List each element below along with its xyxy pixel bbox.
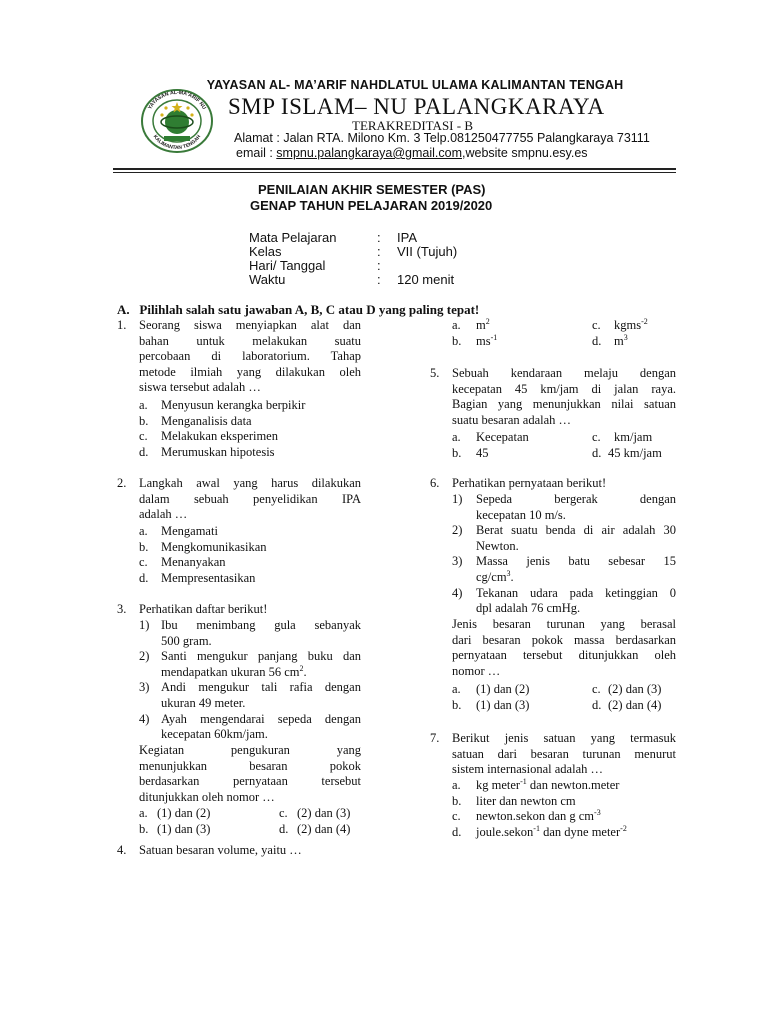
q1-option-c[interactable]: c. Melakukan eksperimen (139, 429, 278, 444)
q2-option-c[interactable]: c. Menanyakan (139, 555, 226, 570)
q7-option-b[interactable]: b. liter dan newton cm (452, 793, 576, 808)
exam-year: GENAP TAHUN PELAJARAN 2019/2020 (250, 198, 493, 213)
q3-item-1: 1) Ibu menimbang gula sebanyak 500 gram. (139, 618, 361, 648)
info-row-duration: Waktu : 120 menit (249, 272, 455, 287)
q4-options (452, 318, 682, 350)
q6-item-2: 2) Berat suatu benda di air adalah 30 Newton. (452, 523, 676, 553)
q7-option-c[interactable]: c. newton.sekon dan g $cm^{-3}$ (452, 808, 601, 824)
q7-option-d[interactable]: d. joule.sekon$^{-1}$ dan dyne meter$^{-2}$ (452, 823, 627, 839)
q3-option-a[interactable]: a. (1) dan (2) (139, 806, 211, 820)
q6-option-d[interactable]: d. (2) dan (4) (592, 698, 662, 712)
q2-option-b[interactable]: b. Mengkomunikasikan (139, 539, 267, 554)
q6-option-b[interactable]: b. (1) dan (3) (452, 698, 530, 712)
q4-option-c[interactable]: c. kgms$^{-2}$ (592, 316, 648, 332)
q1-option-a[interactable]: a. Menyusun kerangka berpikir (139, 398, 306, 412)
q6-item-4: 4) Tekanan udara pada ketinggian 0 dpl adalah 76 cmHg. (452, 585, 676, 616)
header-divider-thin (113, 172, 676, 173)
q5-option-c[interactable]: c. km/jam (592, 430, 653, 444)
foundation-name: YAYASAN AL- MA’ARIF NAHDLATUL ULAMA KALIMANTAN TENGAH (206, 78, 624, 92)
q6-item-1: 1) Sepeda bergerak dengan kecepatan 10 m/s. (452, 492, 676, 522)
school-name: SMP ISLAM– NU PALANGKARAYA (228, 94, 605, 119)
q5-option-b[interactable]: b. 45 (452, 446, 489, 460)
q2-option-d[interactable]: d. Mempresentasikan (139, 570, 256, 585)
q5-option-a[interactable]: a. Kecepatan (452, 430, 529, 444)
q1-option-d[interactable]: d. Merumuskan hipotesis (139, 444, 275, 459)
q3-option-b[interactable]: b. (1) dan (3) (139, 822, 211, 836)
accreditation: TERAKREDITASI - B (352, 118, 474, 133)
q4-option-a[interactable]: a. $m^2$ (452, 316, 490, 332)
exam-info-table (249, 231, 457, 287)
q3-item-4: 4) Ayah mengendarai sepeda dengan kecepatan 60km/jam. (139, 711, 361, 742)
q6-option-a[interactable]: a. (1) dan (2) (452, 682, 530, 696)
q6-option-c[interactable]: c. (2) dan (3) (592, 682, 662, 696)
q3-option-d[interactable]: d. (2) dan (4) (279, 822, 351, 836)
q4-option-b[interactable]: b. $ms^{-1}$ (452, 332, 498, 348)
section-a-instruction: A. Pilihlah salah satu jawaban A, B, C atau D yang paling tepat! (117, 302, 480, 317)
q6-item-3: 3) Massa jenis batu sebesar 15 $cg/cm^3$. (452, 554, 676, 584)
school-address: Alamat : Jalan RTA. Milono Km. 3 Telp.081250477755 Palangkaraya 73111 (234, 131, 650, 145)
q3-option-c[interactable]: c. (2) dan (3) (279, 806, 351, 820)
email-label: email : (236, 146, 277, 160)
website-text: ,website smpnu.esy.es (462, 146, 588, 160)
info-row-class: Kelas : VII (Tujuh) (249, 244, 458, 259)
q4-option-d[interactable]: d. $m^3$ (592, 332, 628, 348)
q7-option-a[interactable]: a. kg meter$^{-1}$ dan newton.meter (452, 776, 620, 792)
q1-option-b[interactable]: b. Menganalisis data (139, 413, 252, 428)
q2-option-a[interactable]: a. Mengamati (139, 524, 218, 538)
school-contact (236, 146, 588, 160)
email-link[interactable]: smpnu.palangkaraya@gmail.com (276, 146, 462, 160)
info-row-subject: Mata Pelajaran : IPA (249, 230, 417, 245)
exam-title: PENILAIAN AKHIR SEMESTER (PAS) (258, 182, 486, 197)
svg-text:KALIMANTAN TENGAH: KALIMANTAN TENGAH (151, 133, 203, 152)
svg-text:YAYASAN AL-MA'ARIF NU: YAYASAN AL-MA'ARIF NU (147, 89, 207, 111)
info-row-date: Hari/ Tanggal : (249, 258, 381, 273)
q3-item-3: 3) Andi mengukur tali rafia dengan ukuran 49 meter. (139, 680, 361, 710)
school-logo (140, 88, 214, 154)
q5-option-d[interactable]: d. 45 km/jam (592, 446, 662, 460)
q3-item-2: 2) Santi mengukur panjang buku dan mendapatkan ukuran 56 $cm^2$. (139, 649, 361, 679)
header-divider-thick (113, 168, 676, 170)
